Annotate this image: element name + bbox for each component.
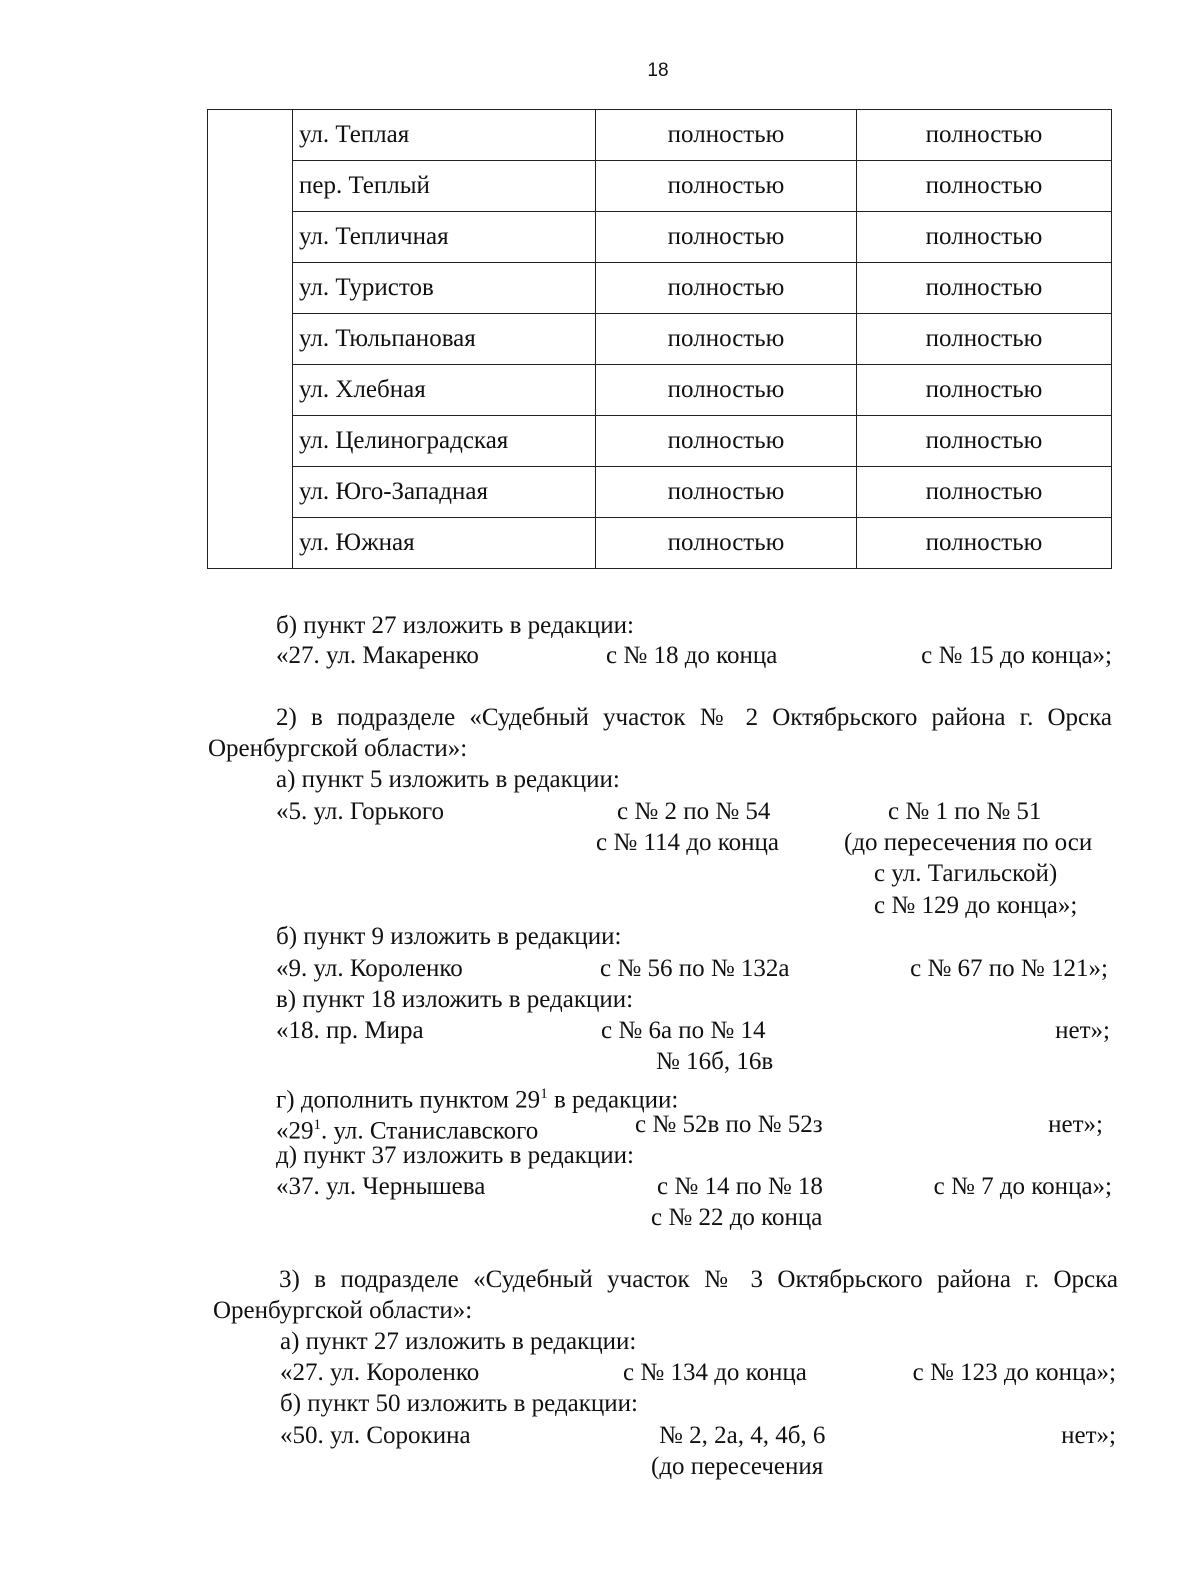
- street-cell: пер. Теплый: [293, 161, 596, 212]
- item-even-note: (до пересечения: [651, 1453, 824, 1480]
- street-cell: ул. Теплая: [293, 110, 596, 161]
- item-odd-range: нет»;: [1055, 1017, 1110, 1044]
- a-heading-5: а) пункт 5 изложить в редакции:: [276, 766, 620, 793]
- even-side-cell: полностью: [596, 161, 857, 212]
- item-odd-range: с № 1 по № 51: [888, 798, 1042, 825]
- street-cell: ул. Тепличная: [293, 212, 596, 263]
- odd-side-cell: полностью: [857, 314, 1112, 365]
- street-cell: ул. Целиноградская: [293, 416, 596, 467]
- item-street: «27. ул. Макаренко: [276, 642, 479, 669]
- item-street: «5. ул. Горького: [276, 798, 445, 825]
- table-row: [208, 161, 1112, 212]
- v-heading-18: в) пункт 18 изложить в редакции:: [276, 986, 634, 1013]
- odd-side-cell: полностью: [857, 416, 1112, 467]
- even-side-cell: полностью: [596, 416, 857, 467]
- item-odd-range: с № 15 до конца»;: [921, 642, 1112, 669]
- street-cell: ул. Тюльпановая: [293, 314, 596, 365]
- item-odd-note: (до пересечения по оси: [844, 829, 1093, 856]
- item-even-range: с № 18 до конца: [606, 642, 778, 669]
- street-cell: ул. Юго-Западная: [293, 467, 596, 518]
- item-street: «$29^1$. ул. Станиславского: [276, 1117, 539, 1145]
- item-odd-range: с № 7 до конца»;: [933, 1173, 1112, 1200]
- b-heading-9: б) пункт 9 изложить в редакции:: [276, 923, 622, 950]
- item-street: «50. ул. Сорокина: [280, 1422, 471, 1449]
- table-row: [208, 467, 1112, 518]
- page-number: 18: [647, 60, 669, 81]
- streets-table: [207, 109, 1112, 569]
- even-side-cell: полностью: [596, 314, 857, 365]
- even-side-cell: полностью: [596, 365, 857, 416]
- odd-side-cell: полностью: [857, 518, 1112, 569]
- even-side-cell: полностью: [596, 212, 857, 263]
- item-odd-range: нет»;: [1061, 1422, 1116, 1449]
- table-row: [208, 110, 1112, 161]
- odd-side-cell: полностью: [857, 365, 1112, 416]
- a-heading-27: а) пункт 27 изложить в редакции:: [280, 1328, 637, 1355]
- b-heading-50: б) пункт 50 изложить в редакции:: [280, 1390, 638, 1417]
- section2-heading-cont: Оренбургской области»:: [208, 735, 468, 762]
- even-side-cell: полностью: [596, 518, 857, 569]
- section3-heading: 3) в подразделе «Судебный участок № 3 Октябрьского района г. Орска: [279, 1266, 1118, 1293]
- table-row: [208, 263, 1112, 314]
- item-even-range: с № 14 по № 18: [657, 1173, 823, 1200]
- odd-side-cell: полностью: [857, 161, 1112, 212]
- item-even-range: с № 2 по № 54: [617, 798, 771, 825]
- odd-side-cell: полностью: [857, 212, 1112, 263]
- item-odd-note: с ул. Тагильской): [874, 860, 1058, 887]
- odd-side-cell: полностью: [857, 110, 1112, 161]
- item-even-range: с № 114 до конца: [596, 829, 779, 856]
- item-street: «9. ул. Короленко: [276, 955, 463, 982]
- item-even-range: № 2, 2а, 4, 4б, 6: [659, 1422, 826, 1449]
- item-even-range: с № 56 по № 132а: [600, 955, 790, 982]
- item-street: «37. ул. Чернышева: [276, 1173, 486, 1200]
- item-odd-range: нет»;: [1048, 1111, 1103, 1138]
- item-even-range: с № 134 до конца: [623, 1359, 807, 1386]
- item-odd-range: с № 129 до конца»;: [874, 892, 1078, 919]
- d-heading-37: д) пункт 37 изложить в редакции:: [276, 1142, 634, 1169]
- item-street: «27. ул. Короленко: [280, 1359, 480, 1386]
- street-cell: ул. Туристов: [293, 263, 596, 314]
- b-heading-27: б) пункт 27 изложить в редакции:: [276, 612, 634, 639]
- item-even-range: с № 22 до конца: [651, 1204, 823, 1231]
- street-cell: ул. Хлебная: [293, 365, 596, 416]
- item-odd-range: с № 123 до конца»;: [912, 1359, 1116, 1386]
- table-row: [208, 518, 1112, 569]
- section3-heading-cont: Оренбургской области»:: [213, 1297, 473, 1324]
- item-even-range: с № 52в по № 52з: [635, 1111, 823, 1138]
- item-odd-range: с № 67 по № 121»;: [910, 955, 1108, 982]
- even-side-cell: полностью: [596, 110, 857, 161]
- row-number-cell: [208, 110, 293, 569]
- table-row: [208, 365, 1112, 416]
- item-even-range: с № 6а по № 14: [601, 1017, 766, 1044]
- table-row: [208, 314, 1112, 365]
- table-row: [208, 416, 1112, 467]
- section2-heading: 2) в подразделе «Судебный участок № 2 Октябрьского района г. Орска: [276, 704, 1112, 731]
- item-street: «18. пр. Мира: [276, 1017, 424, 1044]
- even-side-cell: полностью: [596, 467, 857, 518]
- table-row: [208, 212, 1112, 263]
- odd-side-cell: полностью: [857, 263, 1112, 314]
- street-cell: ул. Южная: [293, 518, 596, 569]
- odd-side-cell: полностью: [857, 467, 1112, 518]
- item-even-range: № 16б, 16в: [656, 1048, 774, 1075]
- g-heading-29-1: г) дополнить пунктом $29^1$ в редакции:: [276, 1086, 679, 1114]
- even-side-cell: полностью: [596, 263, 857, 314]
